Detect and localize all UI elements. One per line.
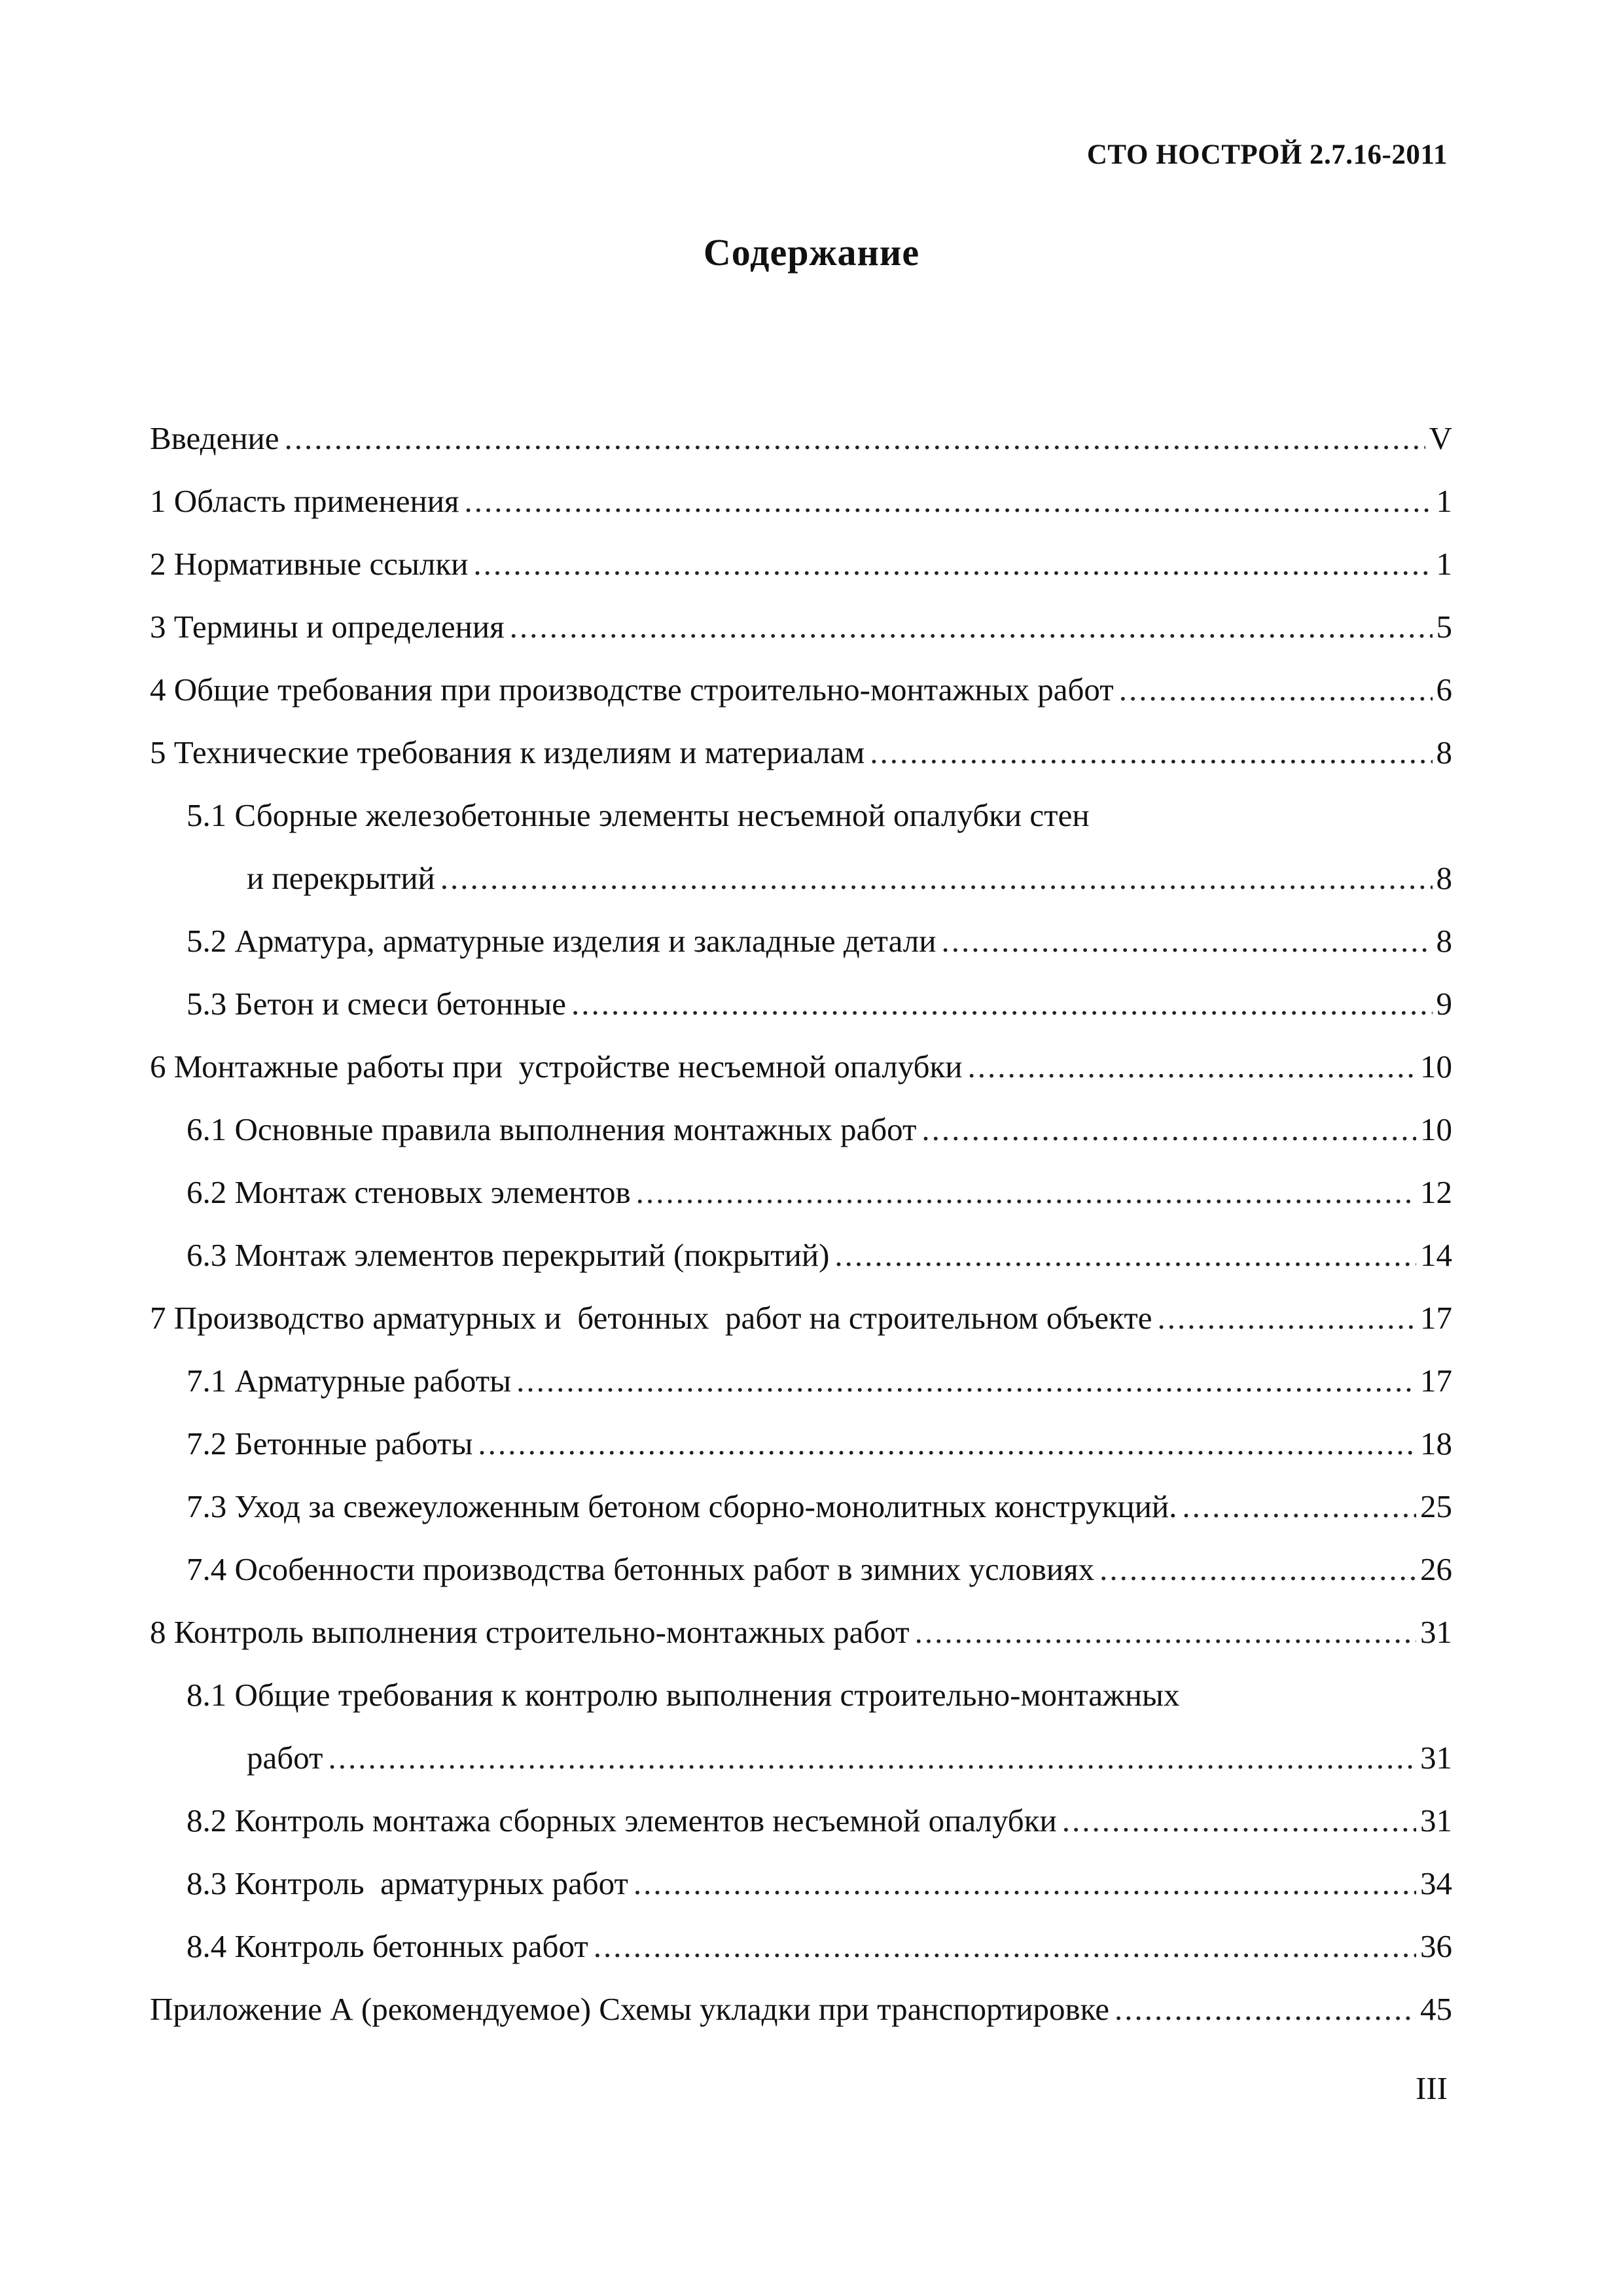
toc-page-number: 31 — [1420, 1803, 1452, 1839]
toc-page-number: 17 — [1420, 1300, 1452, 1336]
toc-entry-8-2[interactable] — [150, 1789, 1452, 1852]
toc-page-number: 12 — [1420, 1174, 1452, 1210]
toc-entry-text: 6.1 Основные правила выполнения монтажных работ — [187, 1111, 917, 1147]
toc-page-number: 6 — [1436, 672, 1452, 708]
dot-leader — [1099, 1538, 1416, 1601]
toc-entry-text: 3 Термины и определения — [150, 609, 505, 645]
toc-entry-8-3[interactable] — [150, 1852, 1452, 1915]
dot-leader — [1115, 1978, 1416, 2041]
dot-leader — [834, 1224, 1416, 1287]
toc-entry-text: 5.3 Бетон и смеси бетонные — [187, 986, 566, 1022]
toc-page-number: 45 — [1420, 1991, 1452, 2027]
toc-entry-5[interactable] — [150, 721, 1452, 784]
toc-entry-8[interactable] — [150, 1601, 1452, 1664]
dot-leader — [473, 533, 1432, 596]
toc-entry-text: и перекрытий — [247, 860, 435, 896]
toc-entry-7-2[interactable] — [150, 1412, 1452, 1475]
dot-leader — [464, 470, 1432, 533]
toc-entry-text: 6.2 Монтаж стеновых элементов — [187, 1174, 631, 1210]
dot-leader — [516, 1350, 1416, 1412]
toc-entry-7-4[interactable] — [150, 1538, 1452, 1601]
toc-page-number: 8 — [1436, 860, 1452, 896]
toc-page-number: 14 — [1420, 1237, 1452, 1273]
toc-entry-5-1[interactable] — [150, 784, 1452, 847]
toc-entry-text: 7.4 Особенности производства бетонных работ в зимних условиях — [187, 1551, 1095, 1587]
dot-leader — [571, 973, 1433, 1035]
dot-leader — [921, 1098, 1416, 1161]
toc-page-number: 10 — [1420, 1111, 1452, 1147]
toc-entry-8-4[interactable] — [150, 1915, 1452, 1978]
toc-entry-text: 6 Монтажные работы при устройстве несъемной опалубки — [150, 1049, 963, 1085]
toc-entry-text: Введение — [150, 420, 279, 456]
toc-entry-text: 8.2 Контроль монтажа сборных элементов несъемной опалубки — [187, 1803, 1057, 1839]
toc-entry-text: 5.1 Сборные железобетонные элементы несъемной опалубки стен — [187, 797, 1090, 833]
toc-entry-text: 7.3 Уход за свежеуложенным бетоном сборно-монолитных конструкций. — [187, 1488, 1177, 1524]
toc-entry-text: 5 Технические требования к изделиям и материалам — [150, 734, 865, 770]
toc-page-number: 36 — [1420, 1928, 1452, 1964]
toc-entry-text: 7 Производство арматурных и бетонных работ на строительном объекте — [150, 1300, 1152, 1336]
toc-page-number: 18 — [1420, 1426, 1452, 1462]
dot-leader — [968, 1035, 1416, 1098]
toc-entry-text: 8.3 Контроль арматурных работ — [187, 1865, 628, 1901]
document-code: СТО НОСТРОЙ 2.7.16-2011 — [1086, 139, 1448, 170]
toc-page-number: 34 — [1420, 1865, 1452, 1901]
toc-entry-text: 8.1 Общие требования к контролю выполнения строительно-монтажных — [187, 1677, 1180, 1713]
toc-page-number: 31 — [1420, 1740, 1452, 1776]
toc-entry-7-3[interactable] — [150, 1475, 1452, 1538]
toc-entry-8-1[interactable] — [150, 1664, 1452, 1727]
toc-entry-4[interactable] — [150, 658, 1452, 721]
toc-entry-3[interactable] — [150, 596, 1452, 658]
toc-entry-6[interactable] — [150, 1035, 1452, 1098]
toc-page-number: 8 — [1436, 923, 1452, 959]
toc-entry-text: 8 Контроль выполнения строительно-монтажных работ — [150, 1614, 910, 1650]
toc-entry-intro[interactable] — [150, 407, 1452, 470]
dot-leader — [594, 1915, 1416, 1978]
dot-leader — [915, 1601, 1416, 1664]
dot-leader — [328, 1727, 1416, 1789]
toc-page-number: V — [1429, 420, 1452, 456]
dot-leader — [941, 910, 1432, 973]
page-number: III — [1416, 2070, 1448, 2106]
toc-entry-1[interactable] — [150, 470, 1452, 533]
dot-leader — [1119, 658, 1433, 721]
toc-entry-text: 2 Нормативные ссылки — [150, 546, 469, 582]
toc-entry-8-1-cont[interactable] — [150, 1727, 1452, 1789]
toc-entry-appendix-a[interactable] — [150, 1978, 1452, 2041]
toc-entry-7-1[interactable] — [150, 1350, 1452, 1412]
toc-entry-5-3[interactable] — [150, 973, 1452, 1035]
dot-leader — [636, 1161, 1416, 1224]
dot-leader — [285, 407, 1425, 470]
toc-page-number: 10 — [1420, 1049, 1452, 1085]
toc-page-number: 17 — [1420, 1363, 1452, 1399]
toc-entry-text: 7.1 Арматурные работы — [187, 1363, 512, 1399]
toc-entry-text: 1 Область применения — [150, 483, 459, 519]
toc-entry-6-1[interactable] — [150, 1098, 1452, 1161]
dot-leader — [1062, 1789, 1416, 1852]
dot-leader — [478, 1412, 1416, 1475]
toc-page-number: 31 — [1420, 1614, 1452, 1650]
toc-entry-text: 8.4 Контроль бетонных работ — [187, 1928, 588, 1964]
dot-leader — [870, 721, 1432, 784]
toc-page-number: 1 — [1436, 546, 1452, 582]
toc-page-number: 8 — [1436, 734, 1452, 770]
toc-entry-text: 6.3 Монтаж элементов перекрытий (покрытий) — [187, 1237, 830, 1273]
toc-entry-text: 7.2 Бетонные работы — [187, 1426, 473, 1462]
toc-page-number: 25 — [1420, 1488, 1452, 1524]
toc-entry-text: 5.2 Арматура, арматурные изделия и закладные детали — [187, 923, 936, 959]
dot-leader — [633, 1852, 1416, 1915]
toc-entry-5-1-cont[interactable] — [150, 847, 1452, 910]
toc-entry-5-2[interactable] — [150, 910, 1452, 973]
toc-page-number: 1 — [1436, 483, 1452, 519]
toc-entry-2[interactable] — [150, 533, 1452, 596]
toc-page-number: 26 — [1420, 1551, 1452, 1587]
toc-page-number: 5 — [1436, 609, 1452, 645]
dot-leader — [1158, 1287, 1417, 1350]
toc-entry-text: работ — [247, 1740, 323, 1776]
toc-entry-text: Приложение А (рекомендуемое) Схемы укладки при транспортировке — [150, 1991, 1109, 2027]
toc-entry-6-3[interactable] — [150, 1224, 1452, 1287]
toc-entry-7[interactable] — [150, 1287, 1452, 1350]
toc-page-number: 9 — [1436, 986, 1452, 1022]
page-title: Содержание — [703, 231, 920, 274]
dot-leader — [440, 847, 1433, 910]
dot-leader — [1182, 1475, 1416, 1538]
dot-leader — [510, 596, 1433, 658]
toc-entry-6-2[interactable] — [150, 1161, 1452, 1224]
table-of-contents — [150, 407, 1452, 2041]
toc-entry-text: 4 Общие требования при производстве строительно-монтажных работ — [150, 672, 1114, 708]
